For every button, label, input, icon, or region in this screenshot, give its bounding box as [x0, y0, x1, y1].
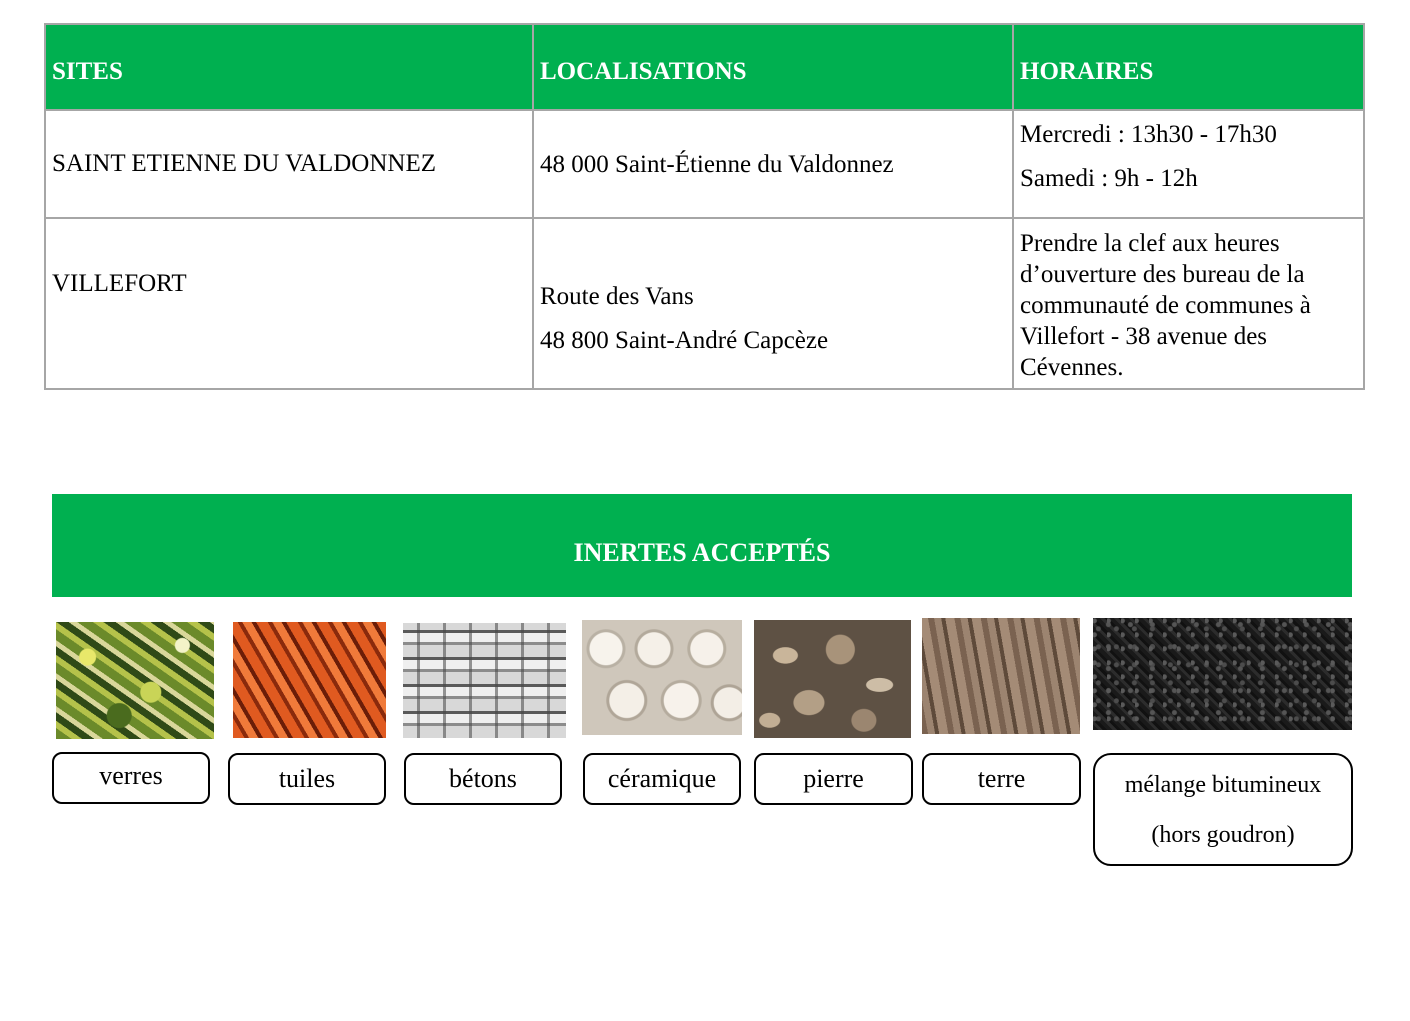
tuiles-label: tuiles: [228, 753, 386, 805]
table-row: [45, 218, 1364, 389]
melange-label-line1: mélange bitumineux: [1124, 771, 1322, 798]
inertes-title: INERTES ACCEPTÉS: [573, 537, 831, 567]
site-localisation: [533, 218, 1013, 389]
terre-photo: [922, 618, 1080, 734]
horaires-line: Samedi : 9h - 12h: [1020, 164, 1198, 192]
verres-label: verres: [52, 752, 210, 804]
ceramique-photo: [582, 620, 742, 735]
horaires-line: Mercredi : 13h30 - 17h30: [1020, 120, 1277, 148]
site-horaires: [1013, 110, 1364, 218]
terre-label: terre: [922, 753, 1081, 805]
melange-bitumineux-label: [1093, 753, 1353, 866]
pierre-label: pierre: [754, 753, 913, 805]
site-horaires: Prendre la clef aux heures d’ouverture des bureau de la communauté de communes à Villefort - 38 avenue des Cévennes.: [1013, 218, 1364, 389]
melange-bitumineux-photo: [1093, 618, 1352, 730]
localisation-line: Route des Vans: [540, 283, 694, 310]
table-row: [45, 110, 1364, 218]
table-header-row: [45, 24, 1364, 110]
site-name: SAINT ETIENNE DU VALDONNEZ: [45, 110, 533, 218]
localisation-line: 48 800 Saint-André Capcèze: [540, 327, 829, 354]
site-localisation: [533, 110, 1013, 218]
header-localisations: LOCALISATIONS: [533, 24, 1013, 110]
site-name: VILLEFORT: [45, 218, 533, 389]
header-horaires: HORAIRES: [1013, 24, 1364, 110]
localisation-line: 48 000 Saint-Étienne du Valdonnez: [540, 150, 894, 178]
pierre-photo: [754, 620, 911, 738]
ceramique-label: céramique: [583, 753, 741, 805]
melange-label-line2: (hors goudron): [1151, 821, 1295, 848]
header-sites: SITES: [45, 24, 533, 110]
betons-label: bétons: [404, 753, 562, 805]
betons-photo: [403, 623, 566, 738]
inertes-banner: [52, 494, 1352, 597]
tuiles-photo: [233, 622, 386, 738]
verres-photo: [56, 622, 214, 739]
sites-table: [44, 23, 1365, 390]
